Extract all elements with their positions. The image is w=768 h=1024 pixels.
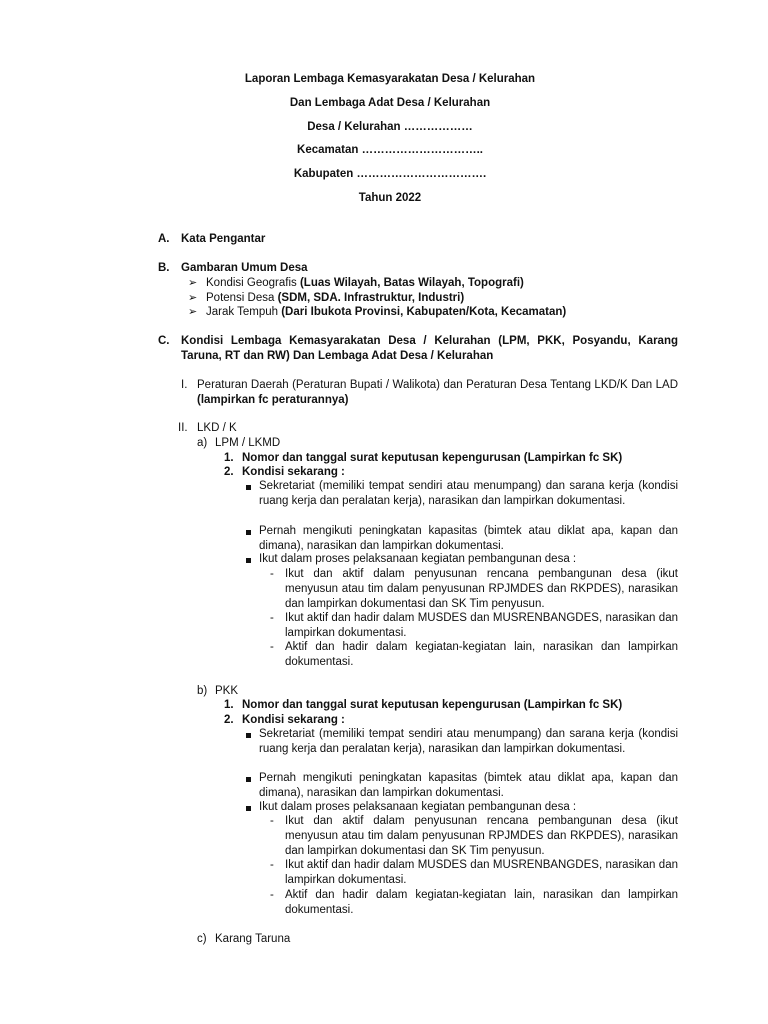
numbered-item: Kondisi sekarang : <box>242 466 345 478</box>
number-marker: 2. <box>224 714 234 726</box>
number-marker: 1. <box>224 699 234 711</box>
square-bullet-icon <box>246 485 251 490</box>
dash-bullet-icon: - <box>270 859 274 871</box>
square-bullet-icon <box>246 806 251 811</box>
dash-item: Aktif dan hadir dalam kegiatan-kegiatan lain, narasikan dan lampirkan dokumentasi. <box>285 641 678 668</box>
numbered-item-text: Nomor dan tanggal surat keputusan kepengurusan <box>242 699 521 711</box>
section-a-marker: A. <box>158 233 170 245</box>
group-title: PKK <box>215 685 239 697</box>
dash-bullet-icon: - <box>270 889 274 901</box>
lkd-heading: LKD / K <box>197 422 237 434</box>
square-bullet-icon <box>246 777 251 782</box>
section-a-heading: Kata Pengantar <box>181 233 266 245</box>
dash-bullet-icon: - <box>270 815 274 827</box>
number-marker: 1. <box>224 452 234 464</box>
title-line: Dan Lembaga Adat Desa / Kelurahan <box>289 96 491 109</box>
section-b-heading: Gambaran Umum Desa <box>181 262 308 274</box>
group-marker: a) <box>197 437 208 449</box>
sub-bullet-item: Pernah mengikuti peningkatan kapasitas (bimtek atau diklat apa, kapan dan dimana), narasikan dan lampirkan dokumentasi. <box>259 772 678 799</box>
bullet-bold-text: (Dari Ibukota Provinsi, Kabupaten/Kota, Kecamatan) <box>278 306 567 318</box>
regulation-item <box>197 378 678 408</box>
group-marker: c) <box>197 933 207 945</box>
bullet-bold-text: (Luas Wilayah, Batas Wilayah, Topografi) <box>296 277 524 289</box>
dash-bullet-icon: - <box>270 612 274 624</box>
numbered-item-bold-text: (Lampirkan fc SK) <box>520 699 623 711</box>
dash-item: Aktif dan hadir dalam kegiatan-kegiatan lain, narasikan dan lampirkan dokumentasi. <box>285 889 678 916</box>
regulation-bold-text: (lampirkan fc peraturannya) <box>197 394 349 406</box>
dash-bullet-icon: - <box>270 568 274 580</box>
group-title: LPM / LKMD <box>215 437 281 449</box>
dash-bullet-icon: - <box>270 641 274 653</box>
sub-bullet-item: Ikut dalam proses pelaksanaan kegiatan pembangunan desa : <box>259 553 577 565</box>
section-c-marker: C. <box>158 335 170 347</box>
sub-bullet-item: Ikut dalam proses pelaksanaan kegiatan pembangunan desa : <box>259 801 577 813</box>
bullet-text: Potensi Desa <box>206 292 275 304</box>
dash-item: Ikut aktif dan hadir dalam MUSDES dan MUSRENBANGDES, narasikan dan lampirkan dokumentasi. <box>285 859 678 886</box>
title-line: Kabupaten ……………………………. <box>293 168 487 181</box>
list-item <box>206 305 566 320</box>
arrow-bullet-icon: ➢ <box>188 292 198 304</box>
numbered-item-bold-text: (Lampirkan fc SK) <box>520 452 623 464</box>
title-line: Laporan Lembaga Kemasyarakatan Desa / Kelurahan <box>244 73 536 85</box>
roman-marker: II. <box>178 422 188 434</box>
square-bullet-icon <box>246 558 251 563</box>
bullet-bold-text: (SDM, SDA. Infrastruktur, Industri) <box>274 292 465 304</box>
sub-bullet-item: Sekretariat (memiliki tempat sendiri atau menumpang) dan sarana kerja (kondisi ruang kerja dan peralatan kerja), narasikan dan lampirkan dokumentasi. <box>259 480 678 507</box>
number-marker: 2. <box>224 466 234 478</box>
bullet-text: Kondisi Geografis <box>206 277 297 289</box>
list-item <box>206 291 464 306</box>
sub-bullet-item: Pernah mengikuti peningkatan kapasitas (bimtek atau diklat apa, kapan dan dimana), narasikan dan lampirkan dokumentasi. <box>259 525 678 552</box>
numbered-item <box>242 451 622 466</box>
bullet-text: Jarak Tempuh <box>206 306 279 318</box>
dash-item: Ikut dan aktif dalam penyusunan rencana pembangunan desa (ikut menyusun atau tim dalam penyusunan RPJMDES dan RKPDES), narasikan dan lampirkan dokumentasi dan SK Tim penyusun. <box>285 568 678 610</box>
numbered-item <box>242 698 622 713</box>
list-item <box>206 276 524 291</box>
group-marker: b) <box>197 685 208 697</box>
section-b-marker: B. <box>158 262 170 274</box>
title-line: Desa / Kelurahan ……………… <box>307 120 473 133</box>
numbered-item-text: Nomor dan tanggal surat keputusan kepengurusan <box>242 452 521 464</box>
dash-item: Ikut aktif dan hadir dalam MUSDES dan MUSRENBANGDES, narasikan dan lampirkan dokumentasi. <box>285 612 678 639</box>
arrow-bullet-icon: ➢ <box>188 306 198 318</box>
title-line: Kecamatan ………………………….. <box>297 144 483 157</box>
numbered-item: Kondisi sekarang : <box>242 714 345 726</box>
square-bullet-icon <box>246 530 251 535</box>
group-title: Karang Taruna <box>215 933 291 945</box>
section-c-heading: Kondisi Lembaga Kemasyarakatan Desa / Kelurahan (LPM, PKK, Posyandu, Karang Taruna, RT dan RW) Dan Lembaga Adat Desa / Kelurahan <box>181 335 678 362</box>
roman-marker: I. <box>181 379 188 391</box>
arrow-bullet-icon: ➢ <box>188 277 198 289</box>
title-line: Tahun 2022 <box>358 191 422 204</box>
sub-bullet-item: Sekretariat (memiliki tempat sendiri atau menumpang) dan sarana kerja (kondisi ruang kerja dan peralatan kerja), narasikan dan lampirkan dokumentasi. <box>259 728 678 755</box>
document-title <box>160 72 620 215</box>
regulation-text: Peraturan Daerah (Peraturan Bupati / Walikota) dan Peraturan Desa Tentang LKD/K Dan LAD <box>197 379 678 391</box>
square-bullet-icon <box>246 733 251 738</box>
dash-item: Ikut dan aktif dalam penyusunan rencana pembangunan desa (ikut menyusun atau tim dalam penyusunan RPJMDES dan RKPDES), narasikan dan lampirkan dokumentasi dan SK Tim penyusun. <box>285 815 678 857</box>
